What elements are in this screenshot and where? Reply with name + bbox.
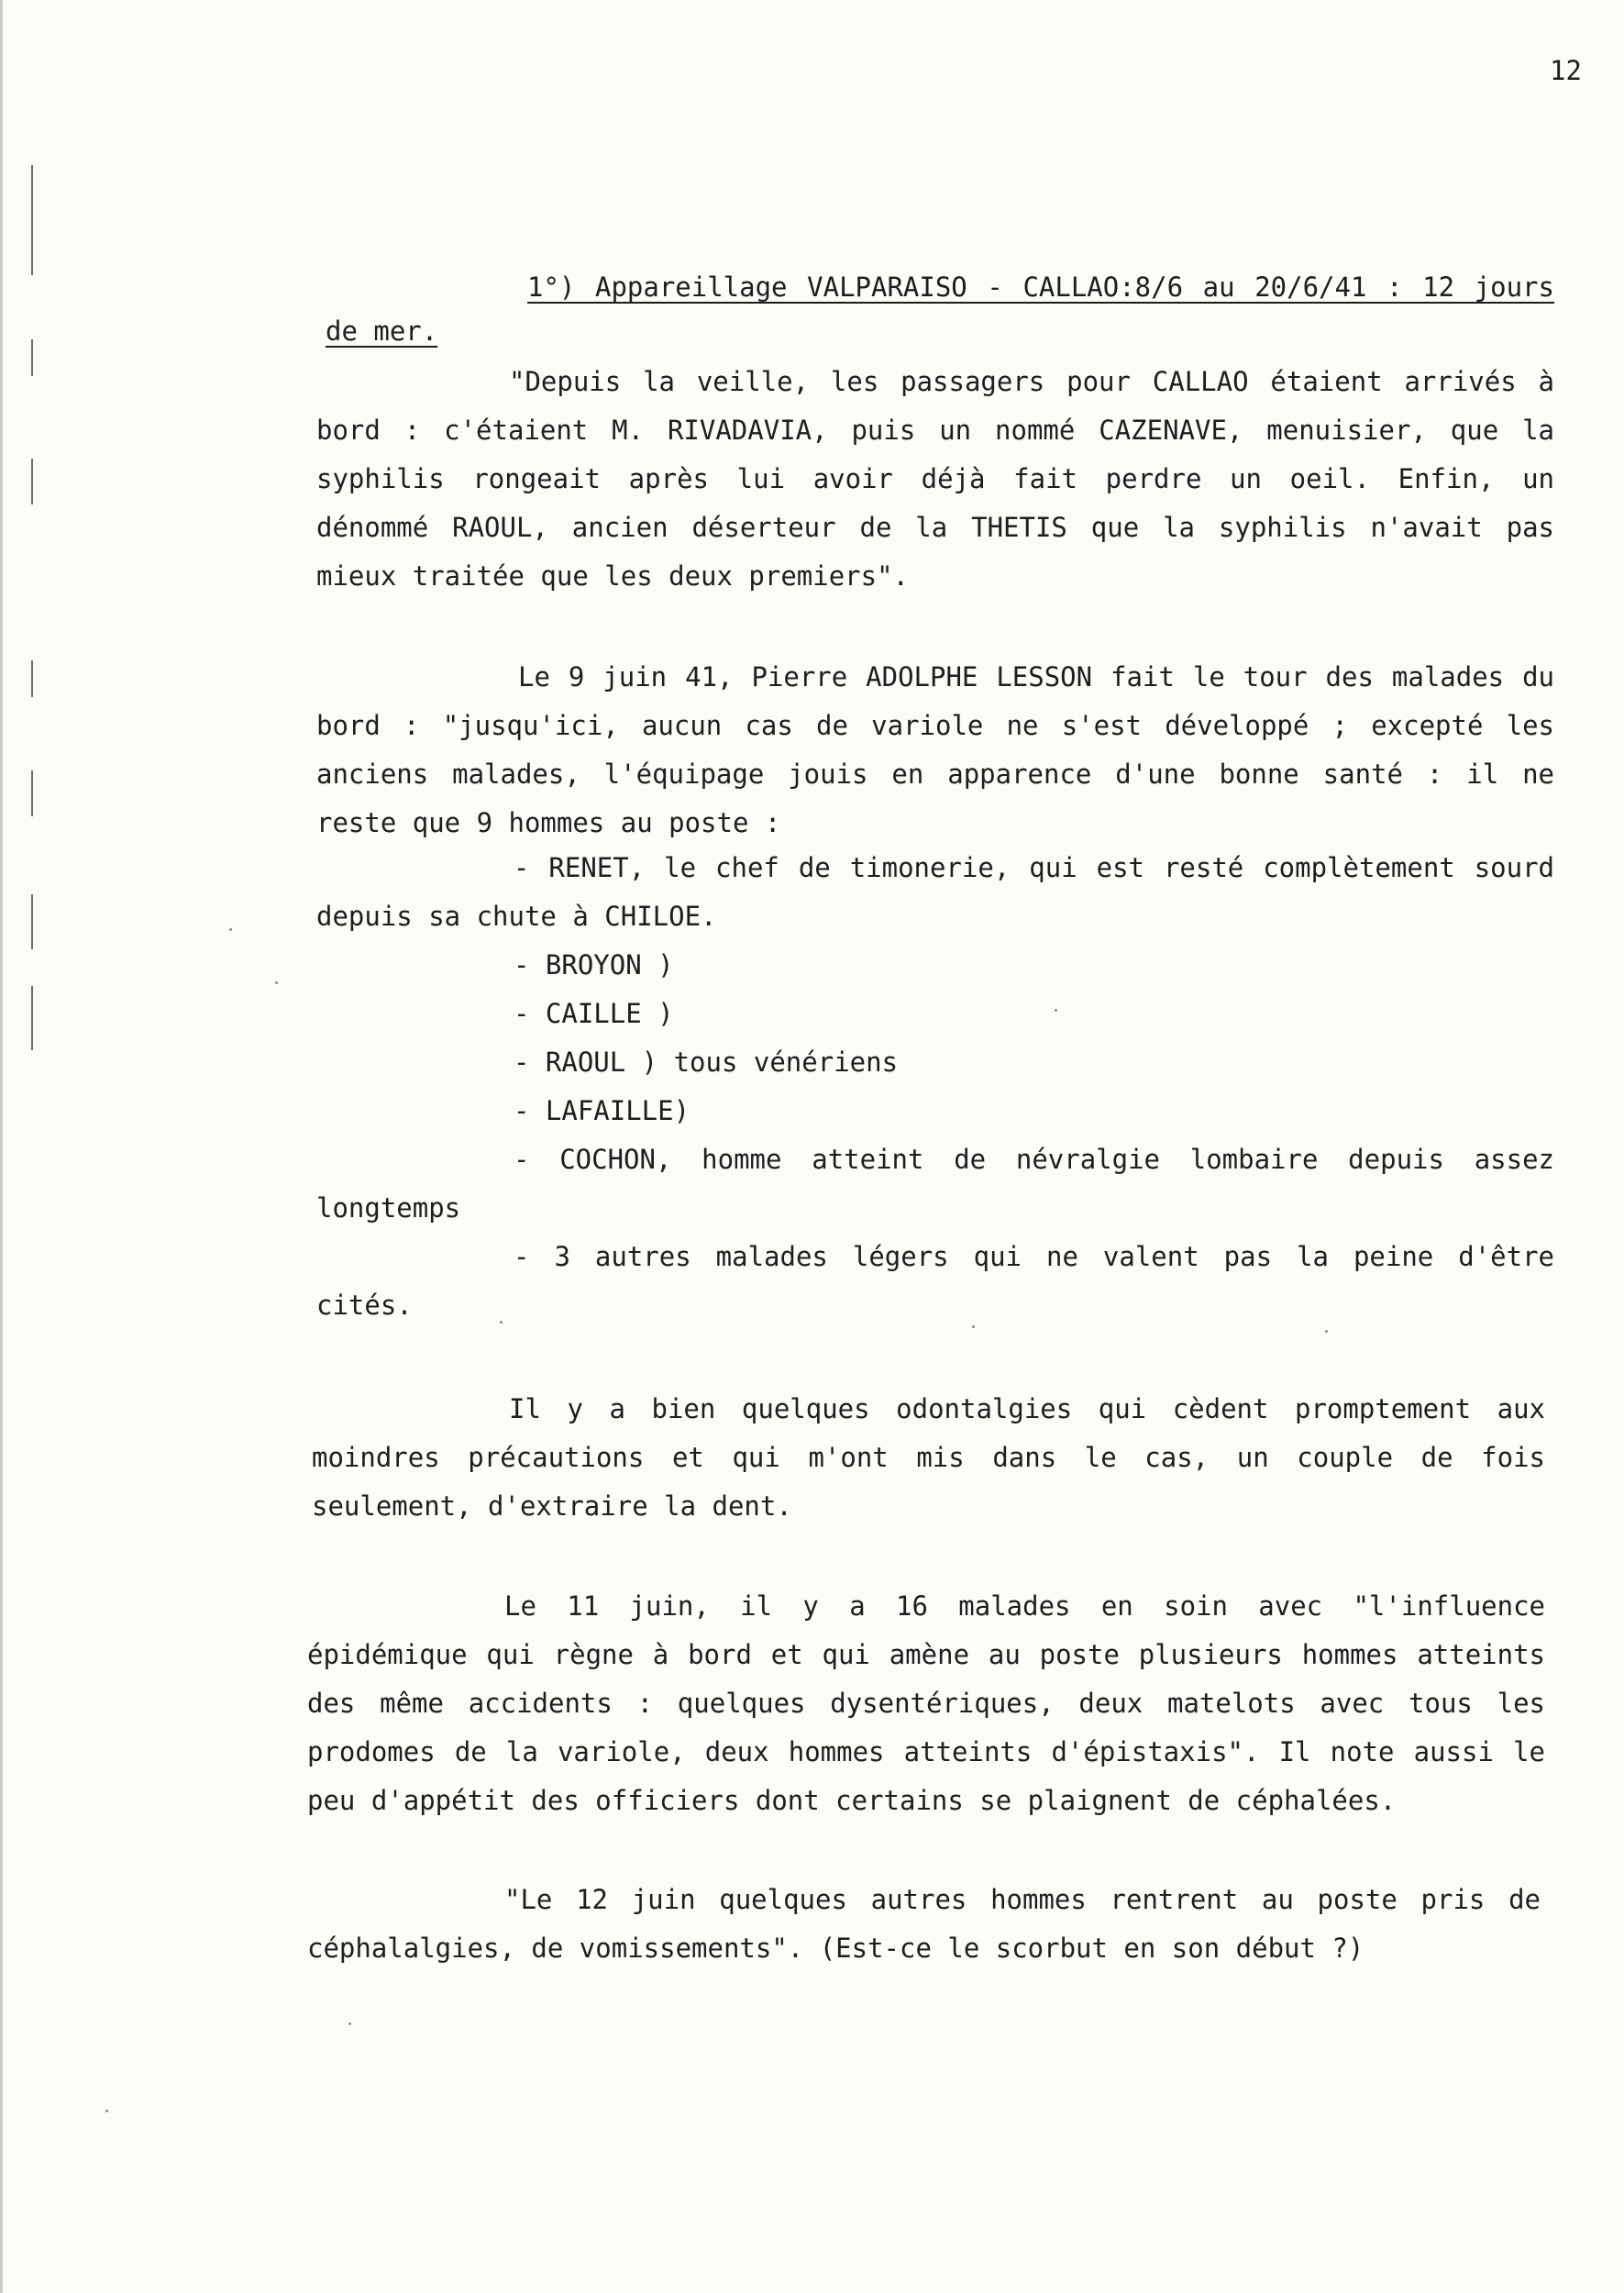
text-line: bord : "jusqu'ici, aucun cas de variole ne s'est développé ; excepté les: [316, 710, 1554, 741]
ink-speck: [275, 981, 278, 984]
section-heading-continuation: [326, 307, 437, 356]
margin-mark: [31, 770, 33, 816]
list-item-continuation: longtemps: [316, 1192, 461, 1224]
text-line: bord : c'étaient M. RIVADAVIA, puis un nommé CAZENAVE, menuisier, que la: [316, 415, 1554, 446]
paragraph-5: [307, 1876, 1541, 1973]
margin-mark: [31, 339, 33, 376]
margin-mark: [31, 986, 33, 1050]
text-line: céphalalgies, de vomissements". (Est-ce le scorbut en son début ?): [307, 1933, 1364, 1964]
margin-mark: [31, 459, 33, 504]
text-line: dénommé RAOUL, ancien déserteur de la THETIS que la syphilis n'avait pas: [316, 512, 1554, 543]
text-line: moindres précautions et qui m'ont mis dans le cas, un couple de fois: [312, 1442, 1545, 1473]
list-item: - CAILLE ): [514, 998, 674, 1029]
text-line: peu d'appétit des officiers dont certains se plaignent de céphalées.: [307, 1785, 1397, 1816]
text-line: prodomes de la variole, deux hommes atteints d'épistaxis". Il note aussi le: [307, 1736, 1545, 1767]
section-heading-text-2: de mer.: [326, 316, 438, 347]
list-item: - 3 autres malades légers qui ne valent pas la peine d'être: [514, 1241, 1554, 1272]
ink-speck: [1325, 1330, 1328, 1333]
ink-speck: [105, 2110, 108, 2112]
section-heading: [527, 263, 1554, 312]
text-line: Le 9 juin 41, Pierre ADOLPHE LESSON fait le tour des malades du: [518, 661, 1554, 692]
text-line: anciens malades, l'équipage jouis en apparence d'une bonne santé : il ne: [316, 759, 1554, 790]
margin-mark: [31, 894, 33, 949]
ink-speck: [348, 2022, 351, 2025]
page-number: 12: [1550, 55, 1582, 86]
text-line: "Depuis la veille, les passagers pour CALLAO étaient arrivés à: [509, 366, 1554, 397]
list-item: - RENET, le chef de timonerie, qui est resté complètement sourd: [514, 852, 1554, 883]
list-item: - BROYON ): [514, 949, 674, 980]
ink-speck: [229, 928, 232, 931]
margin-mark: [31, 165, 33, 275]
text-line: Le 11 juin, il y a 16 malades en soin avec "l'influence: [504, 1590, 1545, 1622]
list-item: - RAOUL ) tous vénériens: [514, 1047, 899, 1078]
text-line: Il y a bien quelques odontalgies qui cèdent promptement aux: [509, 1393, 1545, 1424]
text-line: reste que 9 hommes au poste :: [316, 807, 781, 838]
paragraph-1: [316, 358, 1554, 601]
text-line: mieux traitée que les deux premiers".: [316, 560, 910, 592]
page-edge: [0, 0, 3, 2293]
list-item-continuation: cités.: [316, 1290, 413, 1321]
text-line: syphilis rongeait après lui avoir déjà fait perdre un oeil. Enfin, un: [316, 463, 1554, 494]
paragraph-3: [312, 1385, 1545, 1531]
text-line: "Le 12 juin quelques autres hommes rentrent au poste pris de: [504, 1884, 1541, 1915]
paragraph-2: [316, 653, 1554, 847]
text-line: seulement, d'extraire la dent.: [312, 1490, 792, 1522]
list-item: - LAFAILLE): [514, 1095, 690, 1126]
paragraph-4: [307, 1582, 1545, 1825]
margin-mark: [31, 660, 33, 697]
text-line: épidémique qui règne à bord et qui amène au poste plusieurs hommes atteints: [307, 1639, 1545, 1670]
sick-list: [316, 844, 1554, 1330]
list-item: - COCHON, homme atteint de névralgie lombaire depuis assez: [514, 1144, 1554, 1175]
list-item-continuation: depuis sa chute à CHILOE.: [316, 901, 717, 932]
section-heading-text: 1°) Appareillage VALPARAISO - CALLAO:8/6 au 20/6/41 : 12 jours: [527, 271, 1554, 303]
text-line: des même accidents : quelques dysentériques, deux matelots avec tous les: [307, 1688, 1545, 1719]
